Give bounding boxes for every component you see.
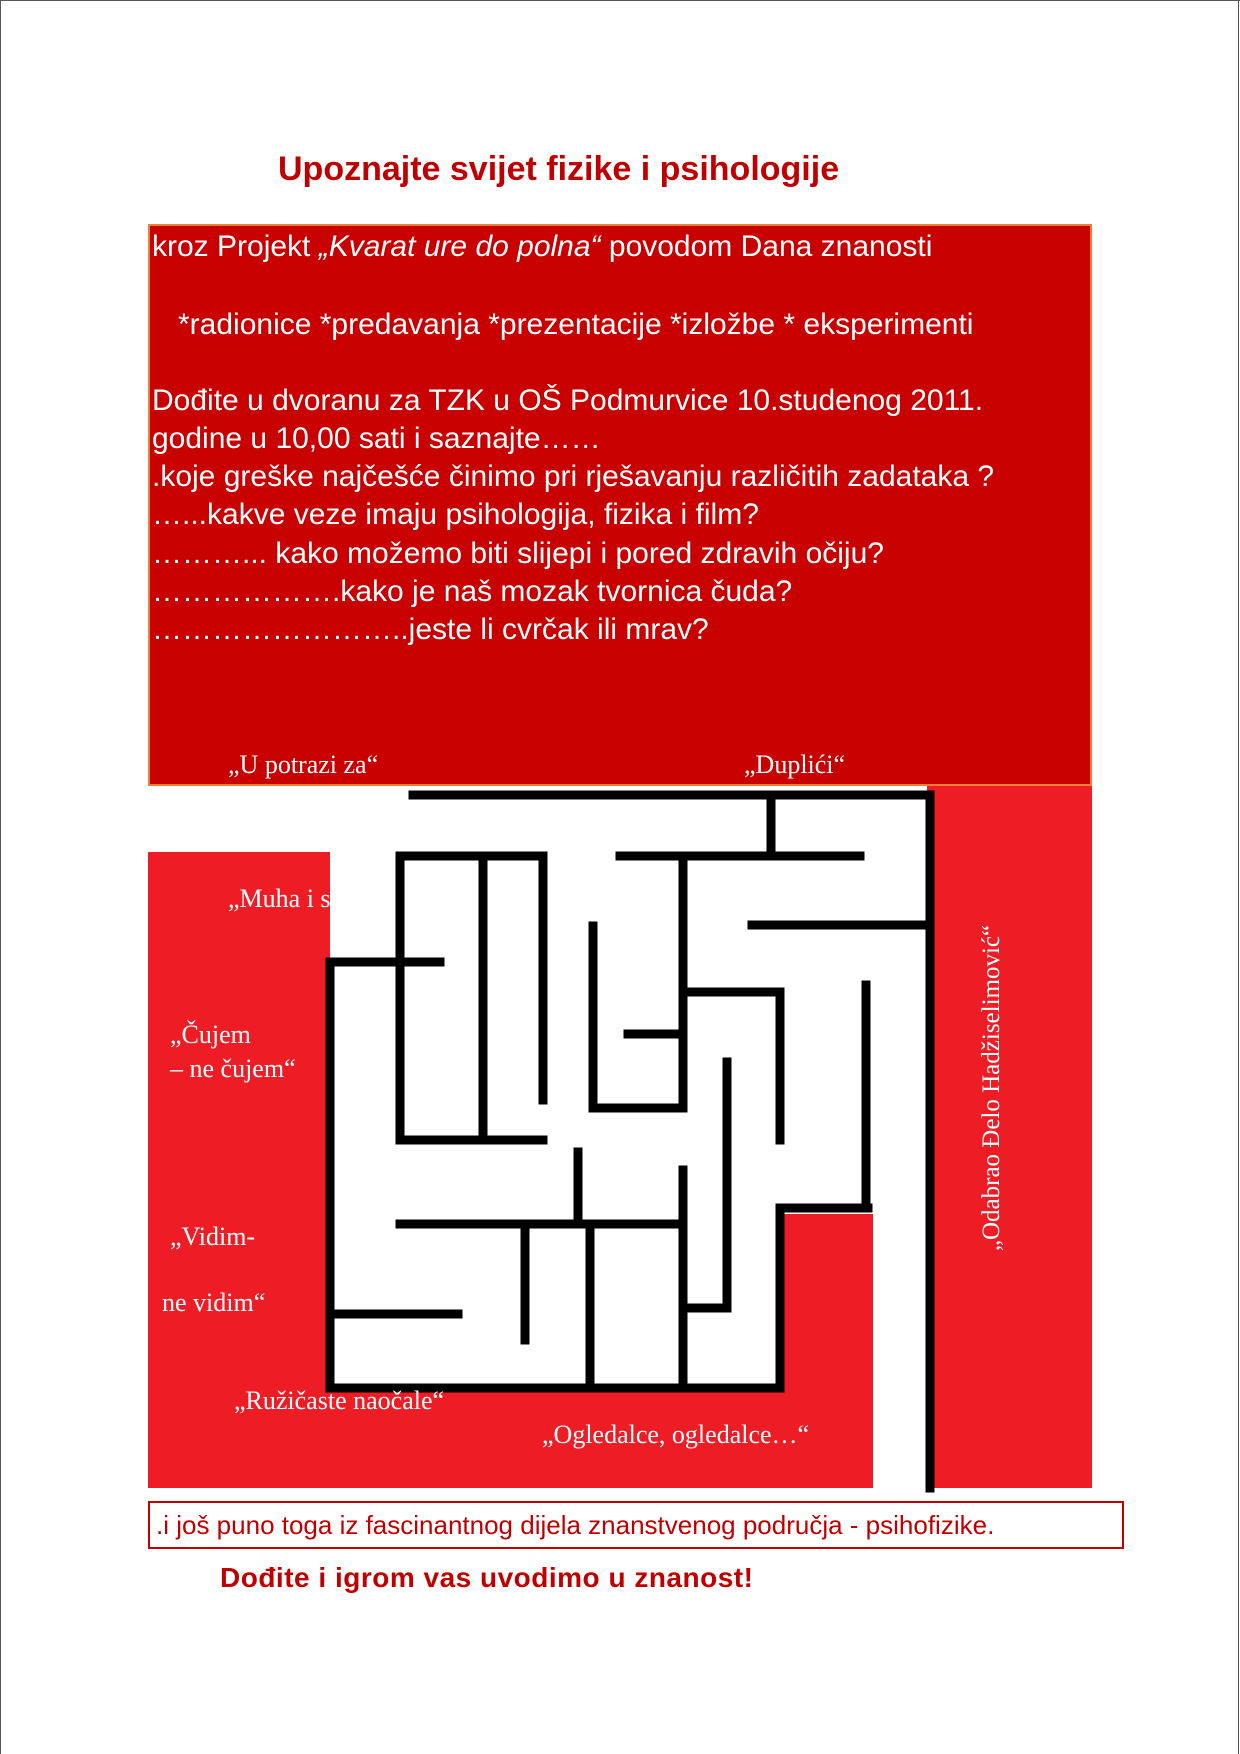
project-suffix: povodom Dana znanosti bbox=[600, 230, 933, 263]
page-title: Upoznajte svijet fizike i psihologije bbox=[278, 150, 840, 188]
label-ne-cujem: – ne čujem“ bbox=[170, 1054, 296, 1083]
label-duplici: „Duplići“ bbox=[744, 750, 846, 779]
project-prefix: kroz Projekt bbox=[152, 230, 319, 263]
label-ogledalce: „Ogledalce, ogledalce…“ bbox=[542, 1420, 810, 1449]
bottom-note-text: .i još puno toga iz fascinantnog dijela znanstvenog područja - psihofizike. bbox=[156, 1510, 995, 1540]
label-muha-i-slon: „Muha i slon“ bbox=[228, 884, 376, 913]
time-line: godine u 10,00 sati i saznajte…… bbox=[152, 422, 601, 455]
question-2: …...kakve veze imaju psihologija, fizika i film? bbox=[152, 498, 759, 531]
question-1: .koje greške najčešće činimo pri rješavanju različitih zadataka ? bbox=[152, 460, 995, 493]
label-ruzicaste-naocale: „Ružičaste naočale“ bbox=[234, 1386, 445, 1415]
question-3: ………... kako možemo biti slijepi i pored zdravih očiju? bbox=[152, 537, 884, 570]
project-name: „Kvarat ure do polna“ bbox=[318, 230, 601, 263]
label-u-potrazi: „U potrazi za“ bbox=[228, 750, 379, 779]
credit-vertical-text: „Odabrao Đelo Hadžiselimović“ bbox=[978, 924, 1005, 1252]
question-5: ……………………..jeste li cvrčak ili mrav? bbox=[152, 613, 709, 646]
label-ne-vidim: ne vidim“ bbox=[162, 1288, 266, 1317]
label-cujem: „Čujem bbox=[170, 1020, 251, 1049]
question-4: ……………….kako je naš mozak tvornica čuda? bbox=[152, 575, 793, 608]
activities-line: *radionice *predavanja *prezentacije *izložbe * eksperimenti bbox=[178, 308, 974, 341]
closing-slogan: Dođite i igrom vas uvodimo u znanost! bbox=[220, 1562, 754, 1593]
venue-line: Dođite u dvoranu za TZK u OŠ Podmurvice 10.studenog 2011. bbox=[152, 384, 984, 417]
label-vidim: „Vidim- bbox=[170, 1222, 256, 1251]
